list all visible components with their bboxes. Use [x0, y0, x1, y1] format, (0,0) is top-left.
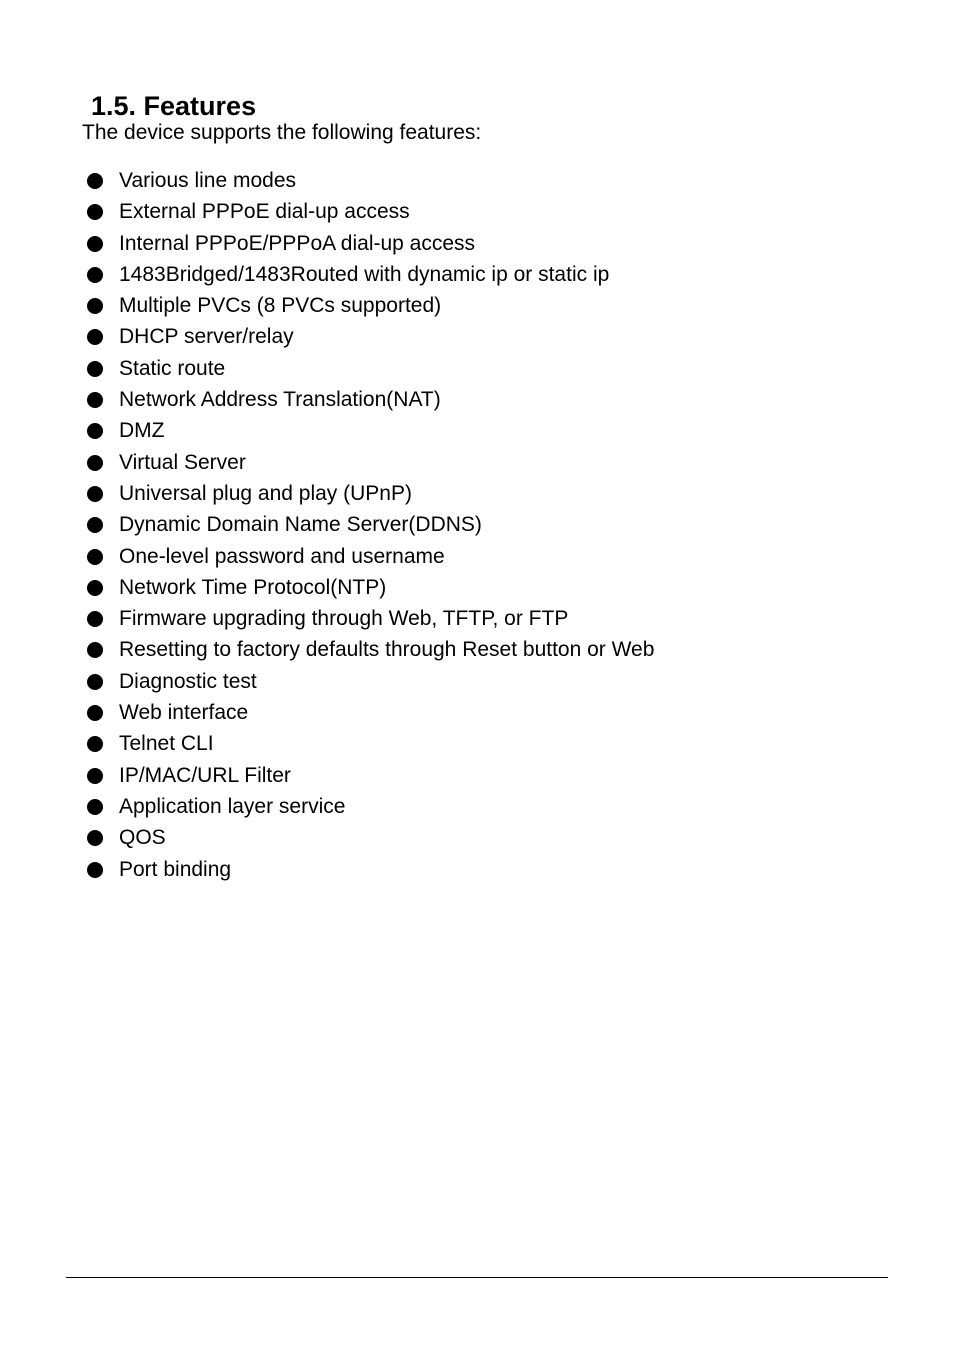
- feature-label: Universal plug and play (UPnP): [119, 481, 412, 505]
- list-item: [0, 760, 954, 791]
- bullet-icon: [87, 862, 103, 878]
- bullet-icon: [87, 298, 103, 314]
- list-item: [0, 447, 954, 478]
- bullet-icon: [87, 361, 103, 377]
- footer-divider: [66, 1277, 888, 1278]
- list-item: [0, 415, 954, 446]
- bullet-icon: [87, 674, 103, 690]
- list-item: [0, 196, 954, 227]
- list-item: [0, 384, 954, 415]
- feature-label: QOS: [119, 826, 166, 850]
- bullet-icon: [87, 329, 103, 345]
- intro-text: The device supports the following features:: [82, 121, 482, 144]
- feature-label: Dynamic Domain Name Server(DDNS): [119, 513, 482, 537]
- feature-label: Virtual Server: [119, 450, 246, 474]
- bullet-icon: [87, 799, 103, 815]
- feature-label: Port binding: [119, 857, 232, 881]
- bullet-icon: [87, 173, 103, 189]
- bullet-icon: [87, 392, 103, 408]
- feature-label: Diagnostic test: [119, 669, 257, 693]
- list-item: [0, 572, 954, 603]
- feature-label: Various line modes: [119, 169, 297, 192]
- bullet-icon: [87, 486, 103, 502]
- feature-label: Internal PPPoE/PPPoA dial-up access: [119, 231, 476, 255]
- list-item: [0, 697, 954, 728]
- bullet-icon: [87, 517, 103, 533]
- list-item: [0, 822, 954, 853]
- bullet-icon: [87, 830, 103, 846]
- feature-label: Application layer service: [119, 794, 346, 818]
- bullet-icon: [87, 736, 103, 752]
- list-item: [0, 791, 954, 822]
- feature-label: Network Address Translation(NAT): [119, 388, 441, 412]
- list-item: [0, 478, 954, 509]
- bullet-icon: [87, 236, 103, 252]
- feature-label: Firmware upgrading through Web, TFTP, or FTP: [119, 607, 569, 631]
- bullet-icon: [87, 455, 103, 471]
- bullet-icon: [87, 267, 103, 283]
- list-item: [0, 603, 954, 634]
- feature-list: [0, 165, 954, 885]
- feature-label: 1483Bridged/1483Routed with dynamic ip or static ip: [119, 262, 610, 286]
- feature-label: Web interface: [119, 701, 249, 725]
- feature-label: Resetting to factory defaults through Reset button or Web: [119, 638, 655, 662]
- list-item: [0, 634, 954, 665]
- bullet-icon: [87, 580, 103, 596]
- feature-label: One-level password and username: [119, 544, 445, 568]
- feature-label: Network Time Protocol(NTP): [119, 575, 387, 599]
- list-item: [0, 541, 954, 572]
- feature-label: Telnet CLI: [119, 732, 214, 756]
- feature-label: Multiple PVCs (8 PVCs supported): [119, 294, 442, 318]
- list-item: [0, 290, 954, 321]
- feature-label: DHCP server/relay: [119, 325, 294, 349]
- bullet-icon: [87, 549, 103, 565]
- feature-label: External PPPoE dial-up access: [119, 200, 410, 224]
- feature-label: IP/MAC/URL Filter: [119, 763, 291, 787]
- list-item: [0, 259, 954, 290]
- bullet-icon: [87, 705, 103, 721]
- list-item: [0, 353, 954, 384]
- list-item: [0, 321, 954, 352]
- bullet-icon: [87, 768, 103, 784]
- list-item: [0, 854, 954, 885]
- list-item: [0, 509, 954, 540]
- list-item: [0, 666, 954, 697]
- feature-label: Static route: [119, 356, 226, 380]
- section-title: 1.5. Features: [91, 91, 257, 121]
- list-item: [0, 165, 954, 196]
- list-item: [0, 228, 954, 259]
- bullet-icon: [87, 642, 103, 658]
- feature-label: DMZ: [119, 419, 165, 443]
- list-item: [0, 728, 954, 759]
- bullet-icon: [87, 204, 103, 220]
- bullet-icon: [87, 423, 103, 439]
- bullet-icon: [87, 611, 103, 627]
